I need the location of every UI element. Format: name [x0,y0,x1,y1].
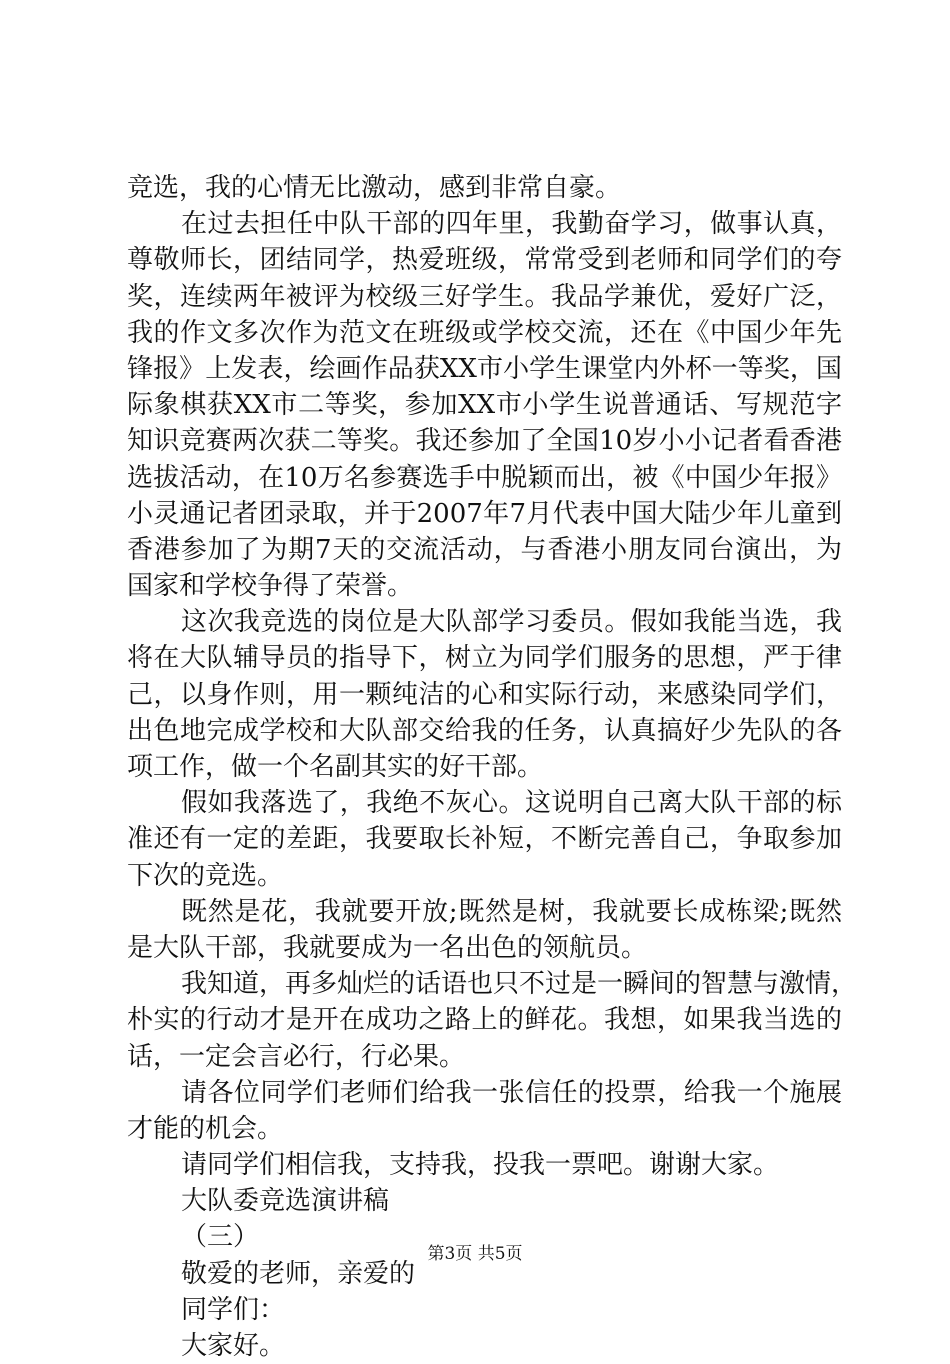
text-line: 请各位同学们老师们给我一张信任的投票，给我一个施展 [181,1077,842,1108]
text-line: 敬爱的老师，亲爱的 [181,1258,416,1289]
text-line: 话，一定会言必行，行必果。 [127,1041,466,1072]
text-line: 这次我竞选的岗位是大队部学习委员。假如我能当选，我 [181,607,842,638]
text-line: 在过去担任中队干部的四年里，我勤奋学习，做事认真， [181,209,842,240]
text-line: 我的作文多次作为范文在班级或学校交流，还在《中国少年先 [127,317,842,348]
text-line: 同学们： [181,1294,286,1325]
text-line: 际象棋获XX市二等奖，参加XX市小学生说普通话、写规范字 [127,390,842,421]
text-line: 出色地完成学校和大队部交给我的任务，认真搞好少先队的各 [127,715,842,746]
text-line: 己，以身作则，用一颗纯洁的心和实际行动，来感染同学们， [127,679,842,710]
text-line: 锋报》上发表，绘画作品获XX市小学生课堂内外杯一等奖，国 [127,353,842,384]
text-line: 小灵通记者团录取，并于2007年7月代表中国大陆少年儿童到 [127,498,842,529]
text-line: 竞选，我的心情无比激动，感到非常自豪。 [127,173,622,203]
text-line: 尊敬师长，团结同学，热爱班级，常常受到老师和同学们的夸 [127,245,842,276]
text-line: 是大队干部，我就要成为一名出色的领航员。 [127,932,648,963]
text-line: 国家和学校争得了荣誉。 [127,571,414,602]
text-line: 下次的竞选。 [127,860,284,891]
text-line: 项工作，做一个名副其实的好干部。 [127,752,544,782]
text-line: 大队委竞选演讲稿 [181,1186,390,1217]
text-line: 将在大队辅导员的指导下，树立为同学们服务的思想，严于律 [127,643,842,674]
text-line: 才能的机会。 [127,1113,284,1144]
text-line: 香港参加了为期7天的交流活动，与香港小朋友同台演出，为 [127,534,842,565]
document-body [127,170,858,1364]
page-number: 第3页 共5页 [427,1244,523,1264]
text-line: 奖，连续两年被评为校级三好学生。我品学兼优，爱好广泛， [127,281,842,312]
text-line: 既然是花，我就要开放;既然是树，我就要长成栋梁;既然 [181,896,842,927]
text-line: 请同学们相信我，支持我，投我一票吧。谢谢大家。 [181,1150,780,1181]
text-line: 假如我落选了，我绝不灰心。这说明自己离大队干部的标 [181,788,842,819]
text-line: 准还有一定的差距，我要取长补短，不断完善自己，争取参加 [127,824,842,855]
text-line: 朴实的行动才是开在成功之路上的鲜花。我想，如果我当选的 [127,1005,842,1036]
text-line: 大家好。 [181,1331,286,1361]
text-line: （三） [181,1222,260,1253]
text-line: 我知道，再多灿烂的话语也只不过是一瞬间的智慧与激情， [181,969,858,1000]
text-line: 选拔活动，在10万名参赛选手中脱颖而出，被《中国少年报》 [127,462,842,493]
text-line: 知识竞赛两次获二等奖。我还参加了全国10岁小小记者看香港 [127,426,842,457]
